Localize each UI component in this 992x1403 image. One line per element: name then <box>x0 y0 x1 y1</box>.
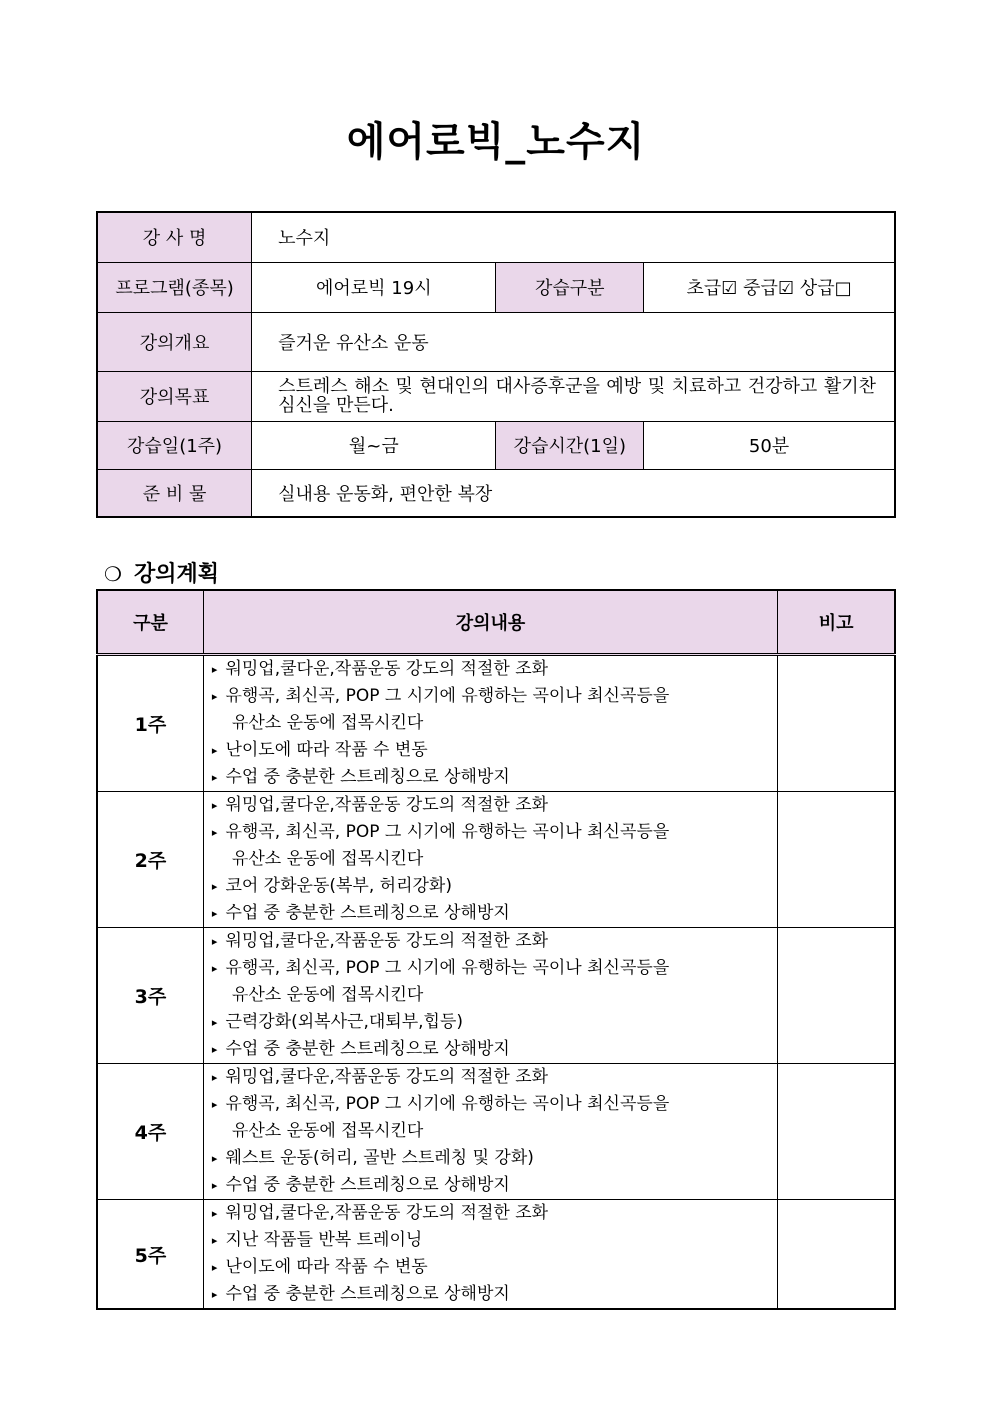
instructor-label: 강 사 명 <box>97 212 252 262</box>
content-text: 지난 작품들 반복 트레이닝 <box>225 1230 423 1250</box>
content-line <box>212 1254 777 1281</box>
triangle-bullet-icon: ▸ <box>211 1098 218 1111</box>
triangle-bullet-icon: ▸ <box>211 1016 218 1029</box>
program-label: 프로그램(종목) <box>97 262 252 312</box>
supplies-value: 실내용 운동화, 편안한 복장 <box>252 469 895 517</box>
content-line <box>212 710 777 737</box>
content-line <box>212 1172 777 1199</box>
page-title: 에어로빅_노수지 <box>346 119 646 165</box>
triangle-bullet-icon: ▸ <box>211 799 218 812</box>
triangle-bullet-icon: ▸ <box>211 1261 218 1274</box>
triangle-bullet-icon: ▸ <box>211 880 218 893</box>
content-line <box>212 819 777 846</box>
content-line <box>212 1281 777 1308</box>
content-line <box>212 1009 777 1036</box>
content-line <box>212 683 777 710</box>
content-text: 난이도에 따라 작품 수 변동 <box>225 1257 428 1277</box>
week-note <box>778 792 895 928</box>
plan-header-row <box>97 590 895 655</box>
triangle-bullet-icon: ▸ <box>211 1043 218 1056</box>
triangle-bullet-icon: ▸ <box>211 1179 218 1192</box>
week-note <box>778 928 895 1064</box>
plan-row <box>97 1200 895 1310</box>
content-line <box>212 955 777 982</box>
days-value: 월~금 <box>252 421 496 469</box>
week-label: 5주 <box>97 1200 203 1310</box>
time-label: 강습시간(1일) <box>496 421 644 469</box>
program-row <box>97 262 895 312</box>
content-line <box>212 1036 777 1063</box>
content-line <box>212 1064 777 1091</box>
header-week: 구분 <box>97 590 203 655</box>
week-content <box>203 792 777 928</box>
plan-table <box>96 589 896 1310</box>
triangle-bullet-icon: ▸ <box>211 1071 218 1084</box>
supplies-row <box>97 469 895 517</box>
goal-value: 스트레스 해소 및 현대인의 대사증후군을 예방 및 치료하고 건강하고 활기찬 심신을 만든다. <box>252 371 895 421</box>
header-note: 비고 <box>778 590 895 655</box>
triangle-bullet-icon: ▸ <box>211 1288 218 1301</box>
week-content <box>203 928 777 1064</box>
content-text: 유산소 운동에 접목시킨다 <box>231 1121 424 1141</box>
content-text: 수업 중 충분한 스트레칭으로 상해방지 <box>225 1284 510 1304</box>
triangle-bullet-icon: ▸ <box>211 771 218 784</box>
content-line <box>212 737 777 764</box>
content-text: 근력강화(외복사근,대퇴부,힙등) <box>225 1012 463 1032</box>
week-content <box>203 655 777 792</box>
info-table <box>96 211 896 518</box>
goal-row <box>97 371 895 421</box>
content-text: 유산소 운동에 접목시킨다 <box>231 713 424 733</box>
overview-row <box>97 312 895 371</box>
overview-value: 즐거운 유산소 운동 <box>252 312 895 371</box>
content-text: 수업 중 충분한 스트레칭으로 상해방지 <box>225 903 510 923</box>
triangle-bullet-icon: ▸ <box>211 907 218 920</box>
week-content <box>203 1064 777 1200</box>
content-text: 수업 중 충분한 스트레칭으로 상해방지 <box>225 767 510 787</box>
content-line <box>212 928 777 955</box>
triangle-bullet-icon: ▸ <box>211 690 218 703</box>
content-text: 유행곡, 최신곡, POP 그 시기에 유행하는 곡이나 최신곡등을 <box>225 822 670 842</box>
level-value: 초급☑ 중급☑ 상급□ <box>644 262 895 312</box>
triangle-bullet-icon: ▸ <box>211 935 218 948</box>
content-text: 유행곡, 최신곡, POP 그 시기에 유행하는 곡이나 최신곡등을 <box>225 686 670 706</box>
plan-row <box>97 928 895 1064</box>
content-line <box>212 792 777 819</box>
content-line <box>212 873 777 900</box>
content-line <box>212 1200 777 1227</box>
content-text: 난이도에 따라 작품 수 변동 <box>225 740 428 760</box>
week-note <box>778 655 895 792</box>
content-text: 수업 중 충분한 스트레칭으로 상해방지 <box>225 1039 510 1059</box>
week-label: 4주 <box>97 1064 203 1200</box>
triangle-bullet-icon: ▸ <box>211 1234 218 1247</box>
overview-label: 강의개요 <box>97 312 252 371</box>
content-line <box>212 982 777 1009</box>
content-line <box>212 1227 777 1254</box>
content-text: 유산소 운동에 접목시킨다 <box>231 849 424 869</box>
week-note <box>778 1200 895 1310</box>
triangle-bullet-icon: ▸ <box>211 663 218 676</box>
triangle-bullet-icon: ▸ <box>211 826 218 839</box>
plan-row <box>97 792 895 928</box>
triangle-bullet-icon: ▸ <box>211 1207 218 1220</box>
circle-bullet-icon: ❍ <box>104 562 122 586</box>
supplies-label: 준 비 물 <box>97 469 252 517</box>
time-value: 50분 <box>644 421 895 469</box>
week-content <box>203 1200 777 1310</box>
content-line <box>212 1091 777 1118</box>
content-line <box>212 764 777 791</box>
content-text: 유행곡, 최신곡, POP 그 시기에 유행하는 곡이나 최신곡등을 <box>225 1094 670 1114</box>
instructor-row <box>97 212 895 262</box>
days-label: 강습일(1주) <box>97 421 252 469</box>
content-text: 유행곡, 최신곡, POP 그 시기에 유행하는 곡이나 최신곡등을 <box>225 958 670 978</box>
content-text: 수업 중 충분한 스트레칭으로 상해방지 <box>225 1175 510 1195</box>
content-text: 유산소 운동에 접목시킨다 <box>231 985 424 1005</box>
content-text: 워밍업,쿨다운,작품운동 강도의 적절한 조화 <box>225 1203 549 1223</box>
content-text: 워밍업,쿨다운,작품운동 강도의 적절한 조화 <box>225 659 549 679</box>
plan-row <box>97 1064 895 1200</box>
triangle-bullet-icon: ▸ <box>211 1152 218 1165</box>
section-title: 강의계획 <box>133 562 219 587</box>
content-text: 워밍업,쿨다운,작품운동 강도의 적절한 조화 <box>225 795 549 815</box>
instructor-value: 노수지 <box>252 212 895 262</box>
header-content: 강의내용 <box>203 590 777 655</box>
section-heading <box>104 557 219 588</box>
week-label: 1주 <box>97 655 203 792</box>
level-label: 강습구분 <box>496 262 644 312</box>
content-line <box>212 1118 777 1145</box>
plan-row <box>97 655 895 792</box>
program-value: 에어로빅 19시 <box>252 262 496 312</box>
week-label: 3주 <box>97 928 203 1064</box>
goal-label: 강의목표 <box>97 371 252 421</box>
schedule-row <box>97 421 895 469</box>
triangle-bullet-icon: ▸ <box>211 744 218 757</box>
content-text: 워밍업,쿨다운,작품운동 강도의 적절한 조화 <box>225 1067 549 1087</box>
content-text: 코어 강화운동(복부, 허리강화) <box>225 876 452 896</box>
content-line <box>212 1145 777 1172</box>
content-text: 웨스트 운동(허리, 골반 스트레칭 및 강화) <box>225 1148 534 1168</box>
triangle-bullet-icon: ▸ <box>211 962 218 975</box>
week-label: 2주 <box>97 792 203 928</box>
content-text: 워밍업,쿨다운,작품운동 강도의 적절한 조화 <box>225 931 549 951</box>
content-line <box>212 656 777 683</box>
week-note <box>778 1064 895 1200</box>
content-line <box>212 846 777 873</box>
content-line <box>212 900 777 927</box>
